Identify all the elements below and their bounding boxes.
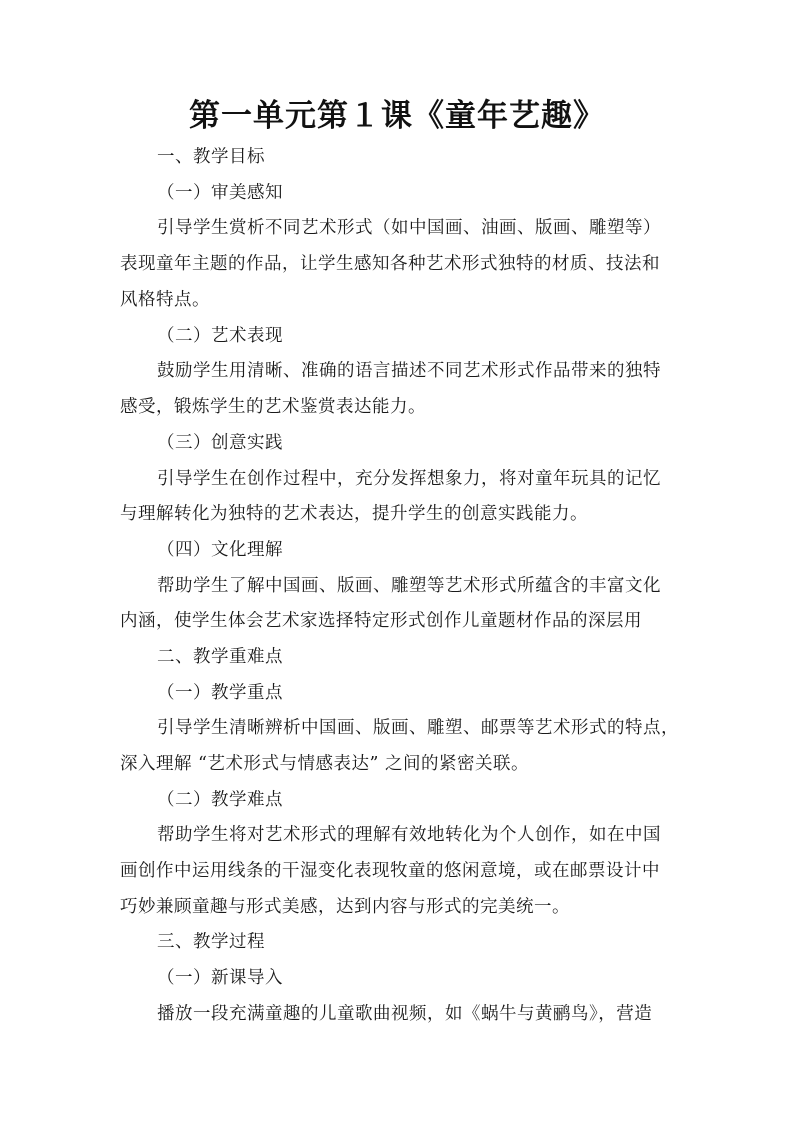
paragraph-line: 引导学生赏析不同艺术形式（如中国画、油画、版画、雕塑等） — [157, 218, 661, 238]
paragraph-line: 巧妙兼顾童趣与形式美感，达到内容与形式的完美统一。 — [120, 897, 570, 917]
subheading-creative-practice: （三）创意实践 — [157, 433, 283, 453]
paragraph-line: 帮助学生将对艺术形式的理解有效地转化为个人创作，如在中国 — [157, 825, 661, 845]
paragraph-line: 鼓励学生用清晰、准确的语言描述不同艺术形式作品带来的独特 — [157, 361, 661, 381]
document-title: 第一单元第１课《童年艺趣》 — [189, 98, 605, 134]
paragraph-line: 与理解转化为独特的艺术表达，提升学生的创意实践能力。 — [120, 504, 588, 524]
subheading-artistic-expression: （二）艺术表现 — [157, 326, 283, 346]
subheading-teaching-difficulty: （二）教学难点 — [157, 790, 283, 810]
paragraph-line: 风格特点。 — [120, 290, 210, 310]
subheading-introduction: （一）新课导入 — [157, 968, 283, 988]
paragraph-line: 帮助学生了解中国画、版画、雕塑等艺术形式所蕴含的丰富文化 — [157, 576, 661, 596]
paragraph-line: 内涵，使学生体会艺术家选择特定形式创作儿童题材作品的深层用 — [120, 611, 642, 631]
paragraph-line: 播放一段充满童趣的儿童歌曲视频，如《蜗牛与黄鹂鸟》，营造 — [157, 1004, 653, 1024]
paragraph-line: 表现童年主题的作品，让学生感知各种艺术形式独特的材质、技法和 — [120, 254, 660, 274]
section-heading-key-points: 二、教学重难点 — [157, 647, 283, 667]
paragraph-line: 引导学生在创作过程中，充分发挥想象力，将对童年玩具的记忆 — [157, 469, 661, 489]
subheading-aesthetic-perception: （一）审美感知 — [157, 183, 283, 203]
section-heading-objectives: 一、教学目标 — [157, 147, 265, 167]
paragraph-line: 画创作中运用线条的干湿变化表现牧童的悠闲意境，或在邮票设计中 — [120, 861, 660, 881]
paragraph-line: 深入理解 “艺术形式与情感表达” 之间的紧密关联。 — [120, 754, 530, 774]
subheading-teaching-focus: （一）教学重点 — [157, 683, 283, 703]
section-heading-process: 三、教学过程 — [157, 932, 265, 952]
paragraph-line: 感受，锻炼学生的艺术鉴赏表达能力。 — [120, 397, 426, 417]
paragraph-line: 引导学生清晰辨析中国画、版画、雕塑、邮票等艺术形式的特点， — [157, 718, 679, 738]
subheading-cultural-understanding: （四）文化理解 — [157, 540, 283, 560]
